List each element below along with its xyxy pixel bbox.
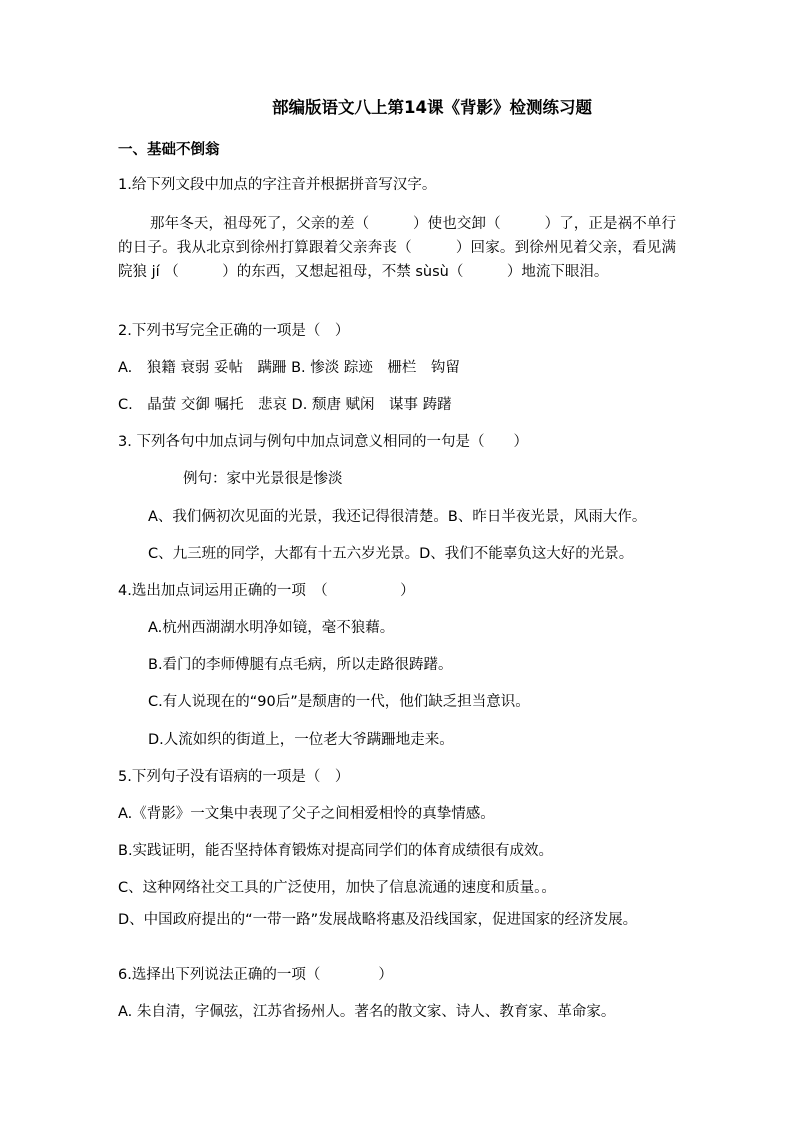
question-1-passage: 那年冬天，祖母死了，父亲的差（ ）使也交卸（ ）了，正是祸不单行的日子。我从北京到徐州打算跟着父亲奔丧（ ）回家。到徐州见着父亲，看见满院狼 jí （ ）的东西，又想起祖母，不禁 sùsù（ ）地流下眼泪。: [118, 216, 676, 280]
question-5-option-b: B.实践证明，能否坚持体育锻炼对提高同学们的体育成绩很有成效。: [118, 843, 554, 859]
question-5-option-d: D、中国政府提出的“一带一路”发展战略将惠及沿线国家，促进国家的经济发展。: [118, 912, 638, 928]
question-5-stem: 5.下列句子没有语病的一项是（ ）: [118, 769, 350, 785]
question-5-option-a: A.《背影》一文集中表现了父子之间相爱相怜的真挚情感。: [118, 806, 495, 822]
question-2-stem: 2.下列书写完全正确的一项是（ ）: [118, 323, 350, 339]
question-6-option-a: A. 朱自清，字佩弦，江苏省扬州人。著名的散文家、诗人、教育家、革命家。: [118, 1004, 616, 1020]
question-2-option-cd: C. 晶萤 交御 嘱托 悲哀 D. 颓唐 赋闲 谋事 踌躇: [118, 397, 452, 413]
question-3-option-cd: C、九三班的同学，大都有十五六岁光景。D、我们不能辜负这大好的光景。: [148, 546, 634, 562]
question-3-stem: 3. 下列各句中加点词与例句中加点词意义相同的一句是（ ）: [118, 434, 528, 450]
question-4-option-d: D.人流如织的街道上，一位老大爷蹒跚地走来。: [148, 732, 454, 748]
question-2-option-ab: A. 狼籍 衰弱 妥帖 蹒跚 B. 惨淡 踪迹 栅栏 钩留: [118, 360, 460, 376]
question-4-stem: 4.选出加点词运用正确的一项 （ ）: [118, 583, 415, 599]
question-5-option-c: C、这种网络社交工具的广泛使用，加快了信息流通的速度和质量。。: [118, 880, 556, 896]
question-4-option-b: B.看门的李师傅腿有点毛病，所以走路很踌躇。: [148, 657, 453, 673]
question-3-option-ab: A、我们俩初次见面的光景，我还记得很清楚。B、昨日半夜光景，风雨大作。: [148, 509, 647, 525]
page-title: 部编版语文八上第14课《背影》检测练习题: [272, 98, 592, 117]
question-1-stem: 1.给下列文段中加点的字注音并根据拼音写汉字。: [118, 177, 437, 193]
question-3-example: 例句：家中光景很是惨淡: [183, 471, 343, 487]
section-heading: 一、基础不倒翁: [118, 142, 220, 158]
question-6-stem: 6.选择出下列说法正确的一项（ ）: [118, 967, 393, 983]
question-4-option-c: C.有人说现在的“90后”是颓唐的一代，他们缺乏担当意识。: [148, 694, 530, 710]
question-4-option-a: A.杭州西湖湖水明净如镜，毫不狼藉。: [148, 620, 395, 636]
